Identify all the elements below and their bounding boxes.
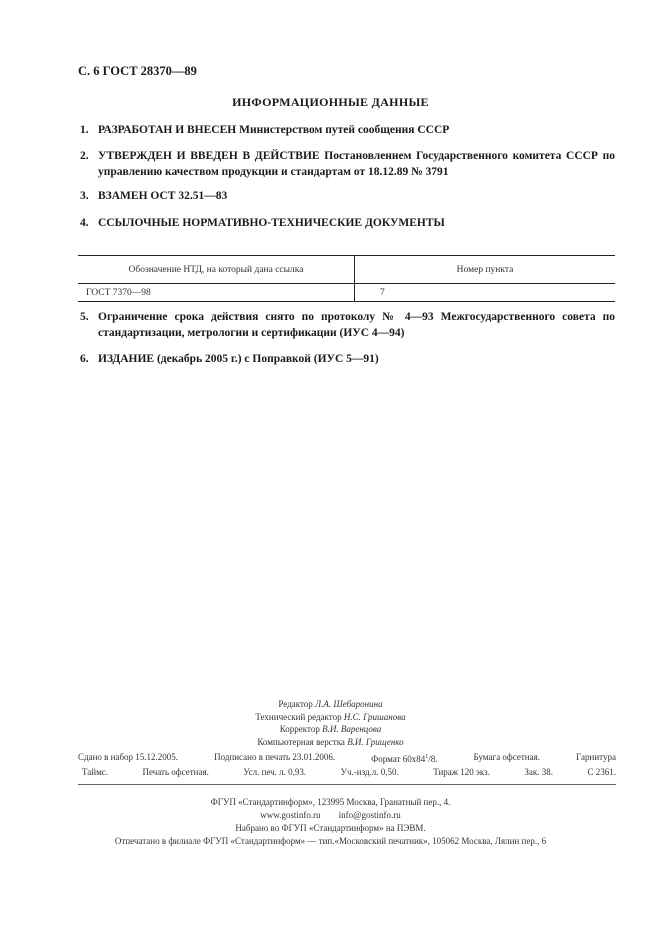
item-number: 5. — [80, 311, 89, 323]
column-header-clause: Номер пункта — [355, 256, 616, 284]
info-item-1 — [80, 122, 615, 138]
item-text: Постановлением Государственного комитета СССР по управлению качеством продукции и стандартам от 18.12.89 № 3791 — [98, 150, 615, 178]
imprint-row-1: Сдано в набор 15.12.2005. Подписано в печать 23.01.2006. Формат $60x84^1/8$. Бумага офсетная. Гарнитура — [78, 752, 616, 764]
item-lead: ССЫЛОЧНЫЕ НОРМАТИВНО-ТЕХНИЧЕСКИЕ ДОКУМЕНТЫ — [98, 217, 445, 229]
section-title: ИНФОРМАЦИОННЫЕ ДАННЫЕ — [232, 95, 429, 109]
publisher-block — [0, 796, 661, 848]
table-header-row — [78, 256, 615, 284]
info-item-4 — [80, 215, 615, 231]
imprint-row-2: Таймс. Печать офсетная. Усл. печ. л. 0,93. Уч.-изд.л. 0,50. Тираж 120 экз. Зак. 38. С 2361. — [82, 767, 616, 777]
publisher-address: ФГУП «Стандартинформ», 123995 Москва, Гранатный пер., 4. — [210, 797, 451, 807]
cell-document: ГОСТ 7370—98 — [78, 284, 355, 302]
table-row — [78, 284, 615, 302]
reference-documents-table — [78, 255, 615, 302]
info-item-2 — [80, 148, 615, 180]
item-text: (декабрь 2005 г.) с Поправкой (ИУС 5—91) — [154, 353, 379, 365]
info-item-6 — [80, 351, 615, 367]
item-number: 4. — [80, 217, 89, 229]
editors-block — [0, 698, 661, 748]
printing-note: Отпечатано в филиале ФГУП «Стандартинформ» — тип.«Московский печатник», 105062 Москва, Лялин пер., 6 — [114, 836, 547, 846]
item-number: 6. — [80, 353, 89, 365]
item-lead: УТВЕРЖДЕН И ВВЕДЕН В ДЕЙСТВИЕ — [98, 150, 320, 162]
item-text: Ограничение срока действия снято по протоколу № 4—93 Межгосударственного совета по стандартизации, метрологии и сертификации (ИУС 4—94) — [98, 311, 615, 339]
item-number: 1. — [80, 124, 89, 136]
info-item-3 — [80, 188, 615, 204]
divider — [78, 784, 616, 785]
item-text: Министерством путей сообщения СССР — [236, 124, 450, 136]
item-number: 3. — [80, 190, 89, 202]
item-lead: ВЗАМЕН ОСТ 32.51—83 — [98, 190, 228, 202]
layout-line: Компьютерная верстка В.И. Грищенко — [257, 736, 404, 747]
technical-editor-line: Технический редактор Н.С. Гришанова — [255, 711, 406, 722]
item-number: 2. — [80, 150, 89, 162]
cell-clause: 7 — [355, 284, 616, 302]
typeset-note: Набрано во ФГУП «Стандартинформ» на ПЭВМ. — [235, 823, 426, 833]
column-header-document: Обозначение НТД, на который дана ссылка — [78, 256, 355, 284]
item-lead: РАЗРАБОТАН И ВНЕСЕН — [98, 124, 237, 136]
publisher-web: www.gostinfo.ru info@gostinfo.ru — [260, 810, 401, 820]
proofreader-line: Корректор В.И. Варенцова — [279, 724, 382, 734]
editor-line: Редактор Л.А. Шебаронина — [278, 699, 383, 709]
page-header: С. 6 ГОСТ 28370—89 — [78, 64, 197, 78]
imprint-block — [78, 751, 616, 779]
item-lead: ИЗДАНИЕ — [98, 353, 155, 365]
info-item-5 — [80, 309, 615, 341]
